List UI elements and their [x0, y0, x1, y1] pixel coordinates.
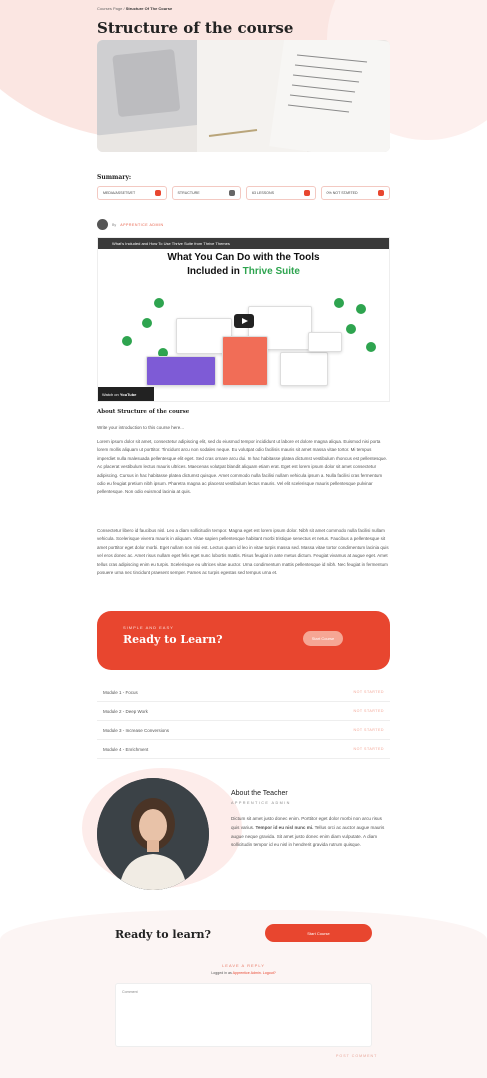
breadcrumb-parent[interactable]: Courses Page	[97, 6, 123, 11]
comment-textarea[interactable]	[115, 983, 372, 1047]
teacher-bio-end: Tellus orci ac auctor augue mauris augue neque gravida. Sit amet justo donec enim diam vulputate. A diam sollicitudin tempor id eu nisl in hendrerit gravida rutrum quisque.	[231, 824, 385, 848]
module-status: NOT STARTED	[353, 690, 384, 694]
cta-eyebrow: SIMPLE AND EASY	[123, 625, 174, 630]
watch-label: Watch on	[102, 391, 119, 397]
chip-progress[interactable]	[321, 186, 391, 200]
module-row[interactable]	[97, 721, 390, 740]
video-headline-2	[98, 266, 389, 277]
module-title: Module 4 - Enrichment	[103, 746, 149, 752]
logged-in-text	[0, 971, 487, 975]
tool-icon	[154, 298, 164, 308]
footer-start-course-button[interactable]: Start Course	[265, 924, 372, 942]
teacher-photo	[97, 778, 209, 890]
tool-icon	[142, 318, 152, 328]
chip-structure[interactable]	[172, 186, 242, 200]
about-paragraph-1: Lorem ipsum dolor sit amet, consectetur adipiscing elit, sed do eiusmod tempor incididunt ut labore et dolore magna aliqua. Euismod nisi porta lorem mollis aliquam ut porttitor. Tincidunt arcu non sodales neque. Eu volutpat odio facilisis mauris sit amet massa vitae tortor. Mi tempus imperdiet nulla malesuada pellentesque elit eget. Sed cras ornare arcu dui. In hac habitasse platea dictumst vestibulum rhoncus est pellentesque. Ac placerat vestibulum lectus mauris ultrices. Maecenas volutpat blandit aliquam etiam erat. Eget est lorem ipsum dolor sit amet consectetur adipiscing. Cursus in hac habitasse platea dictumst quisque. Amet commodo nulla facilisi nullam vehicula ipsum a. Nulla facilisi cras fermentum odio eu feugiat pretium nibh ipsum. Pharetra magna ac placerat vestibulum lectus mauris. Vel elit scelerisque mauris pellentesque pulvinar pellentesque. Non odio euismod lacinia at quis.	[97, 439, 388, 495]
about-paragraph-2: Consectetur libero id faucibus nisl. Leo a diam sollicitudin tempor. Magna eget est lorem ipsum dolor. Nibh sit amet commodo nulla facilisi nullam vehicula. Scelerisque viverra mauris in aliquam. Vitae sapien pellentesque habitant morbi tristique senectus et netus. Faucibus a pellentesque sit amet porttitor eget dolor morbi. Eget nullam non nisi est. Lectus quam id leo in vitae turpis massa sed. Massa vitae tortor condimentum lacinia quis vel eros donec ac. Amet risus nullam eget felis eget nunc lobortis mattis. Risus feugiat in ante metus dictum. Feugiat vivamus at augue eget. Amet tellus cras adipiscing enim eu turpis. Scelerisque eu ultrices vitae auctor. Urna condimentum mattis pellentesque id nibh. Nec feugiat in fermentum posuere urna nec tincidunt praesent semper. Fames ac turpis egestas sed tempus urna et.	[97, 528, 389, 576]
tool-icon	[346, 324, 356, 334]
module-row[interactable]	[97, 702, 390, 721]
screenshot-card	[308, 332, 342, 352]
hero-image	[97, 40, 390, 152]
structure-icon	[229, 190, 235, 196]
screenshot-card	[222, 336, 268, 386]
author-prefix: By	[112, 222, 117, 227]
about-heading: About Structure of the course	[97, 409, 190, 415]
module-status: NOT STARTED	[353, 709, 384, 713]
module-row[interactable]	[97, 683, 390, 702]
chip-media-label: MEDIA/ASSETS/ET	[103, 191, 136, 195]
tool-icon	[334, 298, 344, 308]
chip-structure-label: STRUCTURE	[177, 191, 200, 195]
tool-icon	[366, 342, 376, 352]
tool-icon	[356, 304, 366, 314]
module-title: Module 1 - Focus	[103, 689, 138, 695]
author-name[interactable]: APPRENTICE ADMIN	[120, 222, 164, 227]
progress-icon	[378, 190, 384, 196]
module-row[interactable]	[97, 740, 390, 759]
chip-progress-label: 0% NOT STARTED	[326, 191, 358, 195]
watch-on-youtube[interactable]	[98, 387, 154, 401]
play-button[interactable]	[234, 314, 254, 328]
teacher-bio-bold: Tempor id eu nisl nunc mi.	[255, 824, 314, 830]
start-course-button[interactable]: Start Course	[303, 631, 343, 646]
chip-lessons-label: 63 LESSONS	[252, 191, 274, 195]
cta-headline: Ready to Learn?	[123, 633, 223, 646]
module-title: Module 3 - Increase Conversions	[103, 727, 170, 733]
teacher-bio-start: Dictum sit amet justo donec enim. Porttitor eget dolor morbi non arcu risus quis varius.	[231, 816, 382, 830]
video-embed[interactable]	[97, 237, 390, 402]
post-comment-button[interactable]: POST COMMENT	[336, 1054, 378, 1058]
teacher-subtitle: APPRENTICE ADMIN	[231, 801, 291, 805]
summary-chips	[97, 186, 390, 200]
ready-to-learn-banner	[97, 611, 390, 670]
module-list	[97, 683, 390, 759]
breadcrumb-current: Structure Of The Course	[125, 6, 173, 11]
module-title: Module 2 - Deep Work	[103, 708, 148, 714]
summary-label: Summary:	[97, 174, 132, 181]
lessons-icon	[304, 190, 310, 196]
screenshot-card	[280, 352, 328, 386]
module-status: NOT STARTED	[353, 728, 384, 732]
logged-prefix: Logged in as	[211, 971, 232, 975]
video-title-bar	[98, 238, 389, 249]
tool-icon	[122, 336, 132, 346]
video-headline-2-brand: Thrive Suite	[242, 266, 300, 277]
screenshot-card	[146, 356, 216, 386]
module-status: NOT STARTED	[353, 747, 384, 751]
teacher-heading: About the Teacher	[231, 790, 288, 797]
page-title: Structure of the course	[97, 19, 294, 37]
video-title[interactable]: What's Included and How To Use Thrive Suite from Thrive Themes	[112, 241, 230, 246]
comment-placeholder: Comment	[122, 990, 138, 994]
video-headline-2-prefix: Included in	[187, 266, 240, 277]
breadcrumb	[97, 6, 390, 11]
chip-media[interactable]	[97, 186, 167, 200]
author-row	[97, 219, 390, 230]
logout-link[interactable]: Apprentice Admin. Logout?	[232, 971, 276, 975]
footer-ready-heading: Ready to learn?	[115, 928, 211, 941]
breadcrumb-separator: /	[123, 6, 125, 11]
leave-reply-heading: LEAVE A REPLY	[222, 963, 265, 968]
media-icon	[155, 190, 161, 196]
teacher-bio	[231, 815, 391, 850]
about-intro: Write your introduction to this course here...	[97, 425, 184, 430]
youtube-logo: YouTube	[119, 391, 137, 397]
author-avatar	[97, 219, 108, 230]
video-headline-1: What You Can Do with the Tools	[167, 252, 320, 263]
chip-lessons[interactable]	[246, 186, 316, 200]
